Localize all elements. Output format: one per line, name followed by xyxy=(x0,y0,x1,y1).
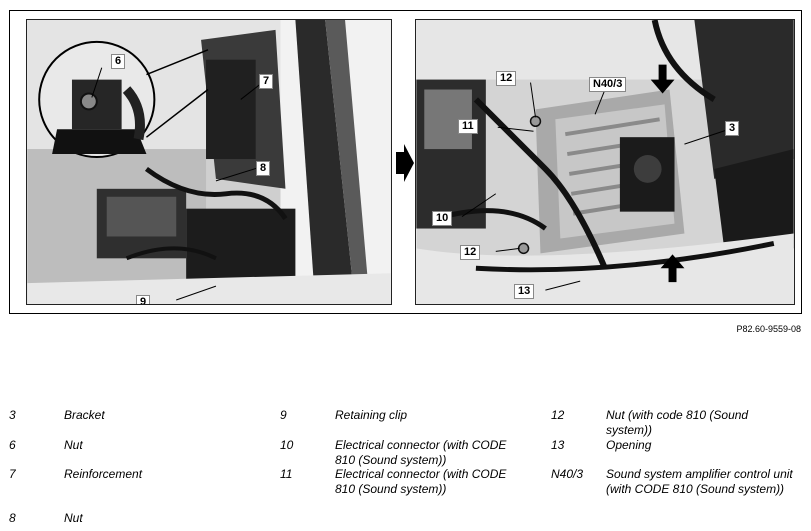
legend xyxy=(0,400,811,531)
legend-text: Electrical connector (with CODE 810 (Sound system)) xyxy=(335,467,507,496)
legend-text: Reinforcement xyxy=(64,467,143,481)
callout-12-top: 12 xyxy=(496,71,516,86)
legend-number: 8 xyxy=(9,511,16,525)
callout-n40-3: N40/3 xyxy=(589,77,626,92)
photo-left xyxy=(26,19,392,305)
figure-frame xyxy=(9,10,802,314)
legend-text: Opening xyxy=(606,438,652,452)
callout-13: 13 xyxy=(514,284,534,299)
photo-left-illustration xyxy=(27,20,391,304)
callout-7: 7 xyxy=(259,74,273,89)
callout-9: 9 xyxy=(136,295,150,305)
legend-text: Nut xyxy=(64,511,83,525)
legend-text: Nut xyxy=(64,438,83,452)
legend-number: 10 xyxy=(280,438,294,452)
legend-number: 3 xyxy=(9,408,16,422)
callout-12-bottom: 12 xyxy=(460,245,480,260)
legend-number: N40/3 xyxy=(551,467,584,481)
legend-number: 11 xyxy=(280,467,293,481)
legend-number: 13 xyxy=(551,438,565,452)
callout-3: 3 xyxy=(725,121,739,136)
photo-right xyxy=(415,19,795,305)
callout-6: 6 xyxy=(111,54,125,69)
legend-text: Retaining clip xyxy=(335,408,408,422)
legend-number: 6 xyxy=(9,438,16,452)
legend-number: 7 xyxy=(9,467,16,481)
arrow-right-icon xyxy=(396,144,414,182)
legend-text: Electrical connector (with CODE 810 (Sound system)) xyxy=(335,438,507,467)
photo-right-illustration xyxy=(416,20,794,304)
legend-text: Nut (with code 810 (Sound system)) xyxy=(606,408,749,437)
callout-11: 11 xyxy=(458,119,478,134)
legend-number: 9 xyxy=(280,408,287,422)
legend-number: 12 xyxy=(551,408,565,422)
figure-reference: P82.60-9559-08 xyxy=(736,324,801,334)
legend-text: Sound system amplifier control unit (with CODE 810 (Sound system)) xyxy=(606,467,793,496)
callout-10: 10 xyxy=(432,211,452,226)
legend-text: Bracket xyxy=(64,408,105,422)
callout-8: 8 xyxy=(256,161,270,176)
